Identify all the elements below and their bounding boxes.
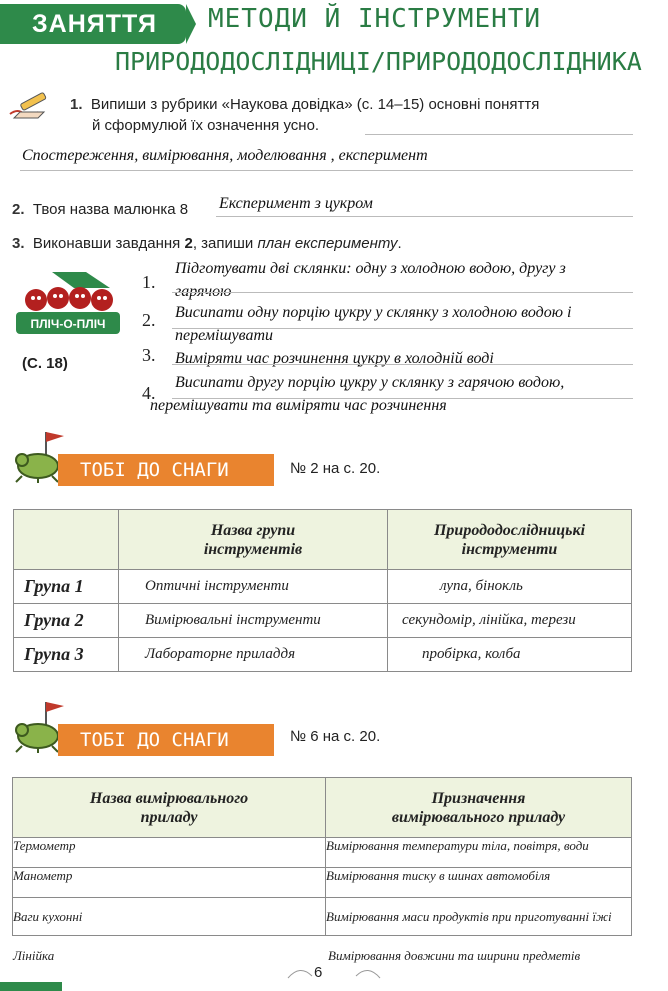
plich-label: ПЛІЧ-О-ПЛІЧ <box>30 317 106 331</box>
step-text: перемішувати <box>175 327 274 344</box>
table-header <box>388 510 632 570</box>
group-name: Оптичні інструменти <box>119 570 388 604</box>
table-row <box>13 868 632 898</box>
task2-text: 2. Твоя назва малюнка 8 <box>12 201 189 218</box>
header-text: Назва групи <box>210 521 296 539</box>
step-number: 2. <box>142 310 156 330</box>
header-text: інструменти <box>461 540 558 558</box>
banner-tobi-do-snagy: ТОБІ ДО СНАГИ <box>58 724 274 756</box>
pencil-writing-icon <box>8 88 50 122</box>
header-text: Природодослідницькі <box>433 521 586 539</box>
plich-page-ref: (С. 18) <box>22 355 68 372</box>
banner-tobi-do-snagy: ТОБІ ДО СНАГИ <box>58 454 274 486</box>
table-header <box>119 510 388 570</box>
device-purpose: Вимірювання довжини та ширини предметів <box>328 948 581 963</box>
device-name: Манометр <box>13 868 326 898</box>
header-text: Назва вимірювального <box>89 789 249 807</box>
footer-strip <box>0 982 62 991</box>
answer-line <box>365 134 633 135</box>
page-title-line2: ПРИРОДОДОСЛІДНИЦІ/ПРИРОДОДОСЛІДНИКА <box>115 47 642 76</box>
table-row <box>13 838 632 868</box>
header-text: вимірювального приладу <box>391 808 566 826</box>
group-label: Група 3 <box>14 638 119 672</box>
device-name: Термометр <box>13 838 326 868</box>
group-name: Вимірювальні інструменти <box>119 604 388 638</box>
step-text: перемішувати та виміряти час розчинення <box>150 397 447 414</box>
answer-line <box>172 398 633 399</box>
devices-table <box>12 777 632 936</box>
header-text: Призначення <box>431 789 526 807</box>
table-row <box>13 898 632 936</box>
page-number: 6 <box>314 964 323 981</box>
task1-text-line2: й сформулюй їх означення усно. <box>92 117 320 134</box>
header-text: інструментів <box>203 540 303 558</box>
table-header <box>13 778 326 838</box>
table-header <box>326 778 632 838</box>
exercise-ref: № 6 на с. 20. <box>290 728 381 745</box>
step-text: Виміряти час розчинення цукру в холодній воді <box>175 350 494 367</box>
step-number: 3. <box>142 345 156 365</box>
table-header-empty <box>14 510 119 570</box>
group-tools: секундомір, лінійка, терези <box>388 604 632 638</box>
step-number: 1. <box>142 272 156 292</box>
answer-line <box>172 364 633 365</box>
step-number: 4. <box>142 383 156 403</box>
task1-text-line1: 1. Випиши з рубрики «Наукова довідка» (с. 14–15) основні поняття <box>70 96 540 113</box>
group-label: Група 1 <box>14 570 119 604</box>
lesson-badge: ЗАНЯТТЯ 3. <box>0 4 186 44</box>
task2-answer: Експеримент з цукром <box>219 195 373 212</box>
step-text: Висипати одну порцію цукру у склянку з холодною водою і <box>175 304 572 321</box>
table-row <box>14 638 632 672</box>
page-number-ornament <box>284 956 384 986</box>
table-row <box>14 570 632 604</box>
device-purpose: Вимірювання маси продуктів при приготуванні їжі <box>326 898 632 936</box>
answer-line <box>172 328 633 329</box>
device-purpose: Вимірювання тиску в шинах автомобіля <box>326 868 632 898</box>
answer-line <box>172 292 633 293</box>
group-tools: пробірка, колба <box>388 638 632 672</box>
task3-text: 3. Виконавши завдання 2, запиши план експерименту. <box>12 235 402 252</box>
device-name: Ваги кухонні <box>13 898 326 936</box>
answer-line <box>216 216 633 217</box>
answer-line <box>20 170 633 171</box>
table-row <box>14 604 632 638</box>
task1-answer: Спостереження, вимірювання, моделювання , експеримент <box>22 147 428 164</box>
device-name: Лінійка <box>13 948 55 963</box>
group-label: Група 2 <box>14 604 119 638</box>
group-name: Лабораторне приладдя <box>119 638 388 672</box>
header-text: приладу <box>140 808 198 826</box>
step-text: гарячою <box>175 283 232 300</box>
step-text: Висипати другу порцію цукру у склянку з гарячою водою, <box>175 374 565 391</box>
instruments-table <box>13 509 632 672</box>
exercise-ref: № 2 на с. 20. <box>290 460 381 477</box>
plich-o-plich-icon <box>14 268 122 346</box>
page-title-line1: МЕТОДИ Й ІНСТРУМЕНТИ <box>208 4 542 34</box>
step-text: Підготувати дві склянки: одну з холодною водою, другу з <box>175 260 566 277</box>
device-purpose: Вимірювання температури тіла, повітря, води <box>326 838 632 868</box>
group-tools: лупа, бінокль <box>388 570 632 604</box>
